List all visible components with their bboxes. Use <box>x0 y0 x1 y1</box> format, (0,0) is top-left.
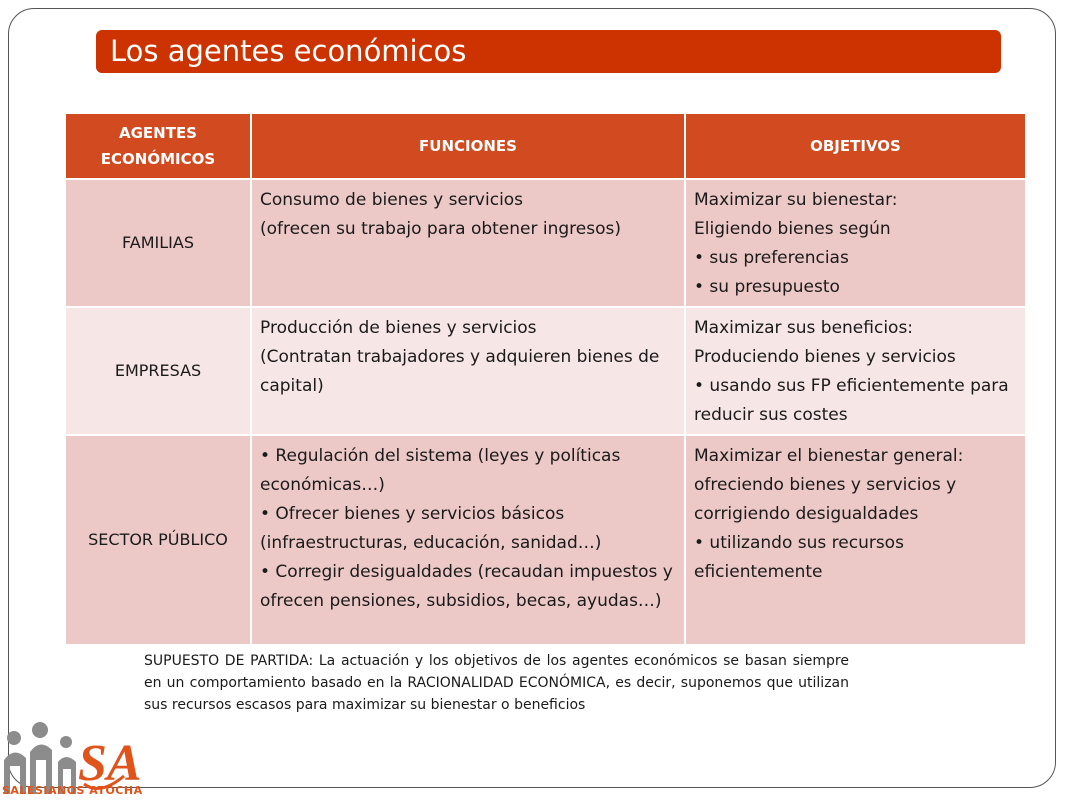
funciones-line: Consumo de bienes y servicios <box>260 190 524 210</box>
agents-table <box>64 112 1027 646</box>
funciones-line: Producción de bienes y servicios <box>260 318 537 338</box>
funciones-empresas <box>251 307 685 435</box>
funciones-familias <box>251 179 685 307</box>
funciones-bullet: • Corregir desigualdades (recaudan impuestos y ofrecen pensiones, subsidios, becas, ayudas…) <box>260 562 673 611</box>
funciones-sector-publico <box>251 435 685 645</box>
agent-sector-publico: SECTOR PÚBLICO <box>65 435 251 645</box>
objetivos-sector-publico <box>685 435 1026 645</box>
funciones-bullet: • Regulación del sistema (leyes y políticas económicas…) <box>260 446 621 495</box>
objetivos-line: Eligiendo bienes según <box>694 219 891 239</box>
objetivos-bullet: • su presupuesto <box>694 277 840 297</box>
objetivos-line: Maximizar sus beneficios: <box>694 318 914 338</box>
funciones-line: (ofrecen su trabajo para obtener ingresos) <box>260 219 621 239</box>
header-funciones: FUNCIONES <box>251 113 685 179</box>
supuesto-note: SUPUESTO DE PARTIDA: La actuación y los objetivos de los agentes económicos se basan siempre en un comportamiento basado en la RACIONALIDAD ECONÓMICA, es decir, suponemos que utilizan sus recursos escasos para maximizar su bienestar o beneficios <box>144 653 849 713</box>
table-header-row <box>65 113 1026 179</box>
table-row-sector-publico <box>65 435 1026 645</box>
objetivos-line: Maximizar el bienestar general: <box>694 446 964 466</box>
header-objetivos: OBJETIVOS <box>685 113 1026 179</box>
objetivos-bullet: • sus preferencias <box>694 248 849 268</box>
objetivos-familias <box>685 179 1026 307</box>
objetivos-bullet: • usando sus FP eficientemente para reducir sus costes <box>694 376 1009 425</box>
slide-title: Los agentes económicos <box>96 30 1001 73</box>
agent-familias: FAMILIAS <box>65 179 251 307</box>
header-agentes: AGENTES ECONÓMICOS <box>65 113 251 179</box>
funciones-bullet: • Ofrecer bienes y servicios básicos (infraestructuras, educación, sanidad…) <box>260 504 602 553</box>
logo-letters: SA <box>78 735 142 792</box>
table-row-empresas <box>65 307 1026 435</box>
table-row-familias <box>65 179 1026 307</box>
funciones-line: (Contratan trabajadores y adquieren bienes de capital) <box>260 347 660 396</box>
objetivos-bullet: • utilizando sus recursos eficientemente <box>694 533 904 582</box>
agent-empresas: EMPRESAS <box>65 307 251 435</box>
objetivos-line: ofreciendo bienes y servicios y corrigiendo desigualdades <box>694 475 957 524</box>
objetivos-line: Produciendo bienes y servicios <box>694 347 956 367</box>
objetivos-line: Maximizar su bienestar: <box>694 190 898 210</box>
objetivos-empresas <box>685 307 1026 435</box>
logo-text: SALESIANOS ATOCHA <box>2 784 143 797</box>
